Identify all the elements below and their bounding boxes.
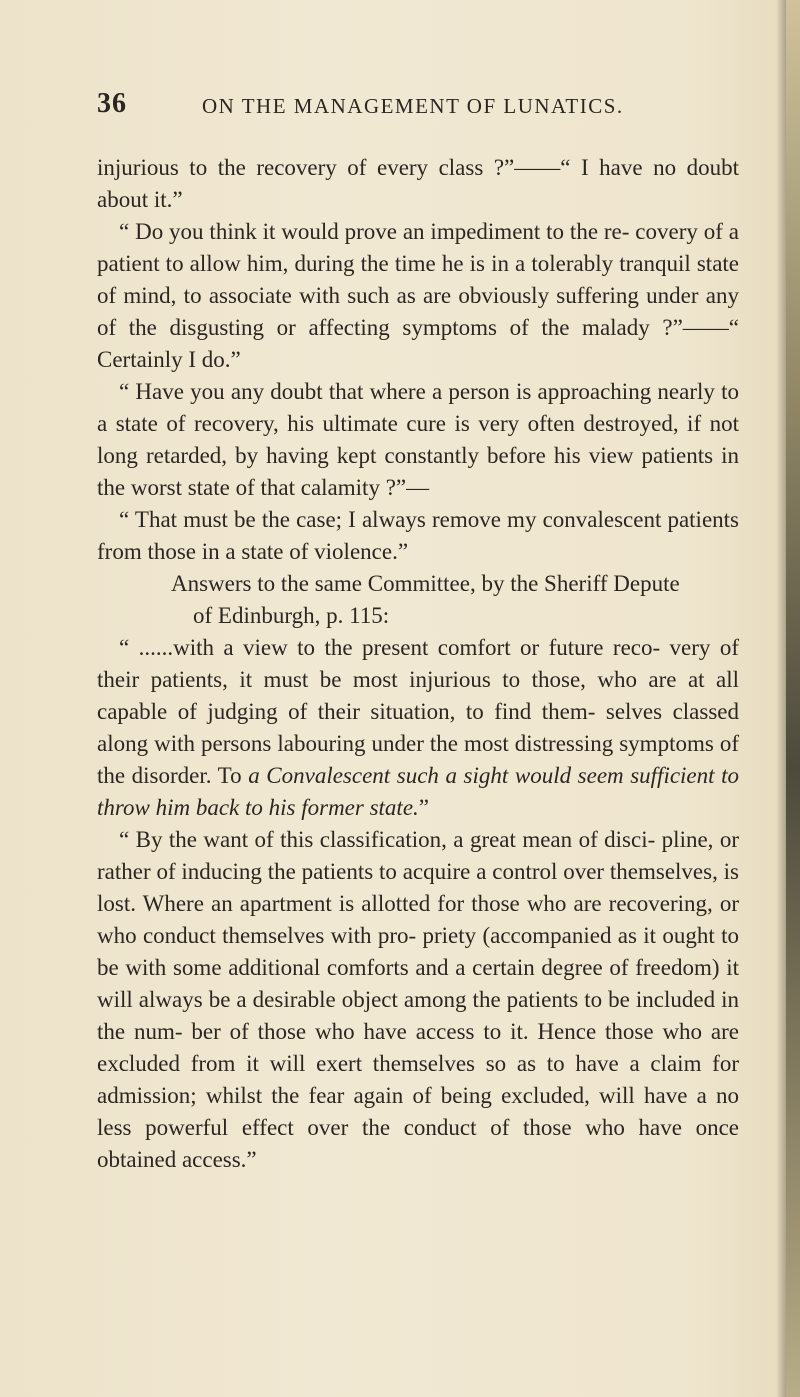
- running-title: ON THE MANAGEMENT OF LUNATICS.: [202, 94, 624, 118]
- citation-line: of Edinburgh, p. 115:: [193, 603, 390, 628]
- page-header: [97, 88, 737, 128]
- quote-italic-text: a Convalescent such a sight would seem sufficient to throw him back to his former state.: [97, 763, 739, 820]
- page-number: 36: [97, 88, 127, 119]
- paragraph: injurious to the recovery of every class ?”——“ I have no doubt about it.”: [97, 155, 739, 212]
- quote-close: ”: [418, 795, 429, 820]
- quoted-paragraph: [97, 632, 739, 824]
- paragraph: “ By the want of this classification, a great mean of disci- pline, or rather of inducing the patients to acquire a control over themselves, is lost. Where an apartment is allotted for those who are recovering, or who conduct themselves with pro- priety (accompanied as it ought to be with some additional comforts and a certain degree of freedom) it will always be a desirable object among the patients to be included in the num- ber of those who have access to it. Hence those who are excluded from it will exert themselves so as to have a claim for admission; whilst the fear again of being excluded, will have a no less powerful effect over the conduct of those who have once obtained access.”: [97, 827, 739, 1172]
- quote-text: “ ......with a view to the present comfort or future reco- very of their patients, it must be most injurious to those, who are at all capable of judging of their situation, to find them- selves classed along with persons labouring under the most distressing symptoms of the disorder. To: [97, 635, 739, 788]
- citation: [97, 568, 739, 632]
- paragraph: “ That must be the case; I always remove my convalescent patients from those in a state of violence.”: [97, 507, 739, 564]
- body-text: [97, 152, 739, 1176]
- page-edge-shadow: [786, 0, 800, 1397]
- paragraph: “ Do you think it would prove an impediment to the re- covery of a patient to allow him, during the time he is in a tolerably tranquil state of mind, to associate with such as are obviously suffering under any of the disgusting or affecting symptoms of the malady ?”——“ Certainly I do.”: [97, 219, 739, 372]
- citation-line: Answers to the same Committee, by the Sheriff Depute: [171, 571, 680, 596]
- paragraph: “ Have you any doubt that where a person is approaching nearly to a state of recovery, his ultimate cure is very often destroyed, if not long retarded, by having kept constantly before his view patients in the worst state of that calamity ?”—: [97, 379, 739, 500]
